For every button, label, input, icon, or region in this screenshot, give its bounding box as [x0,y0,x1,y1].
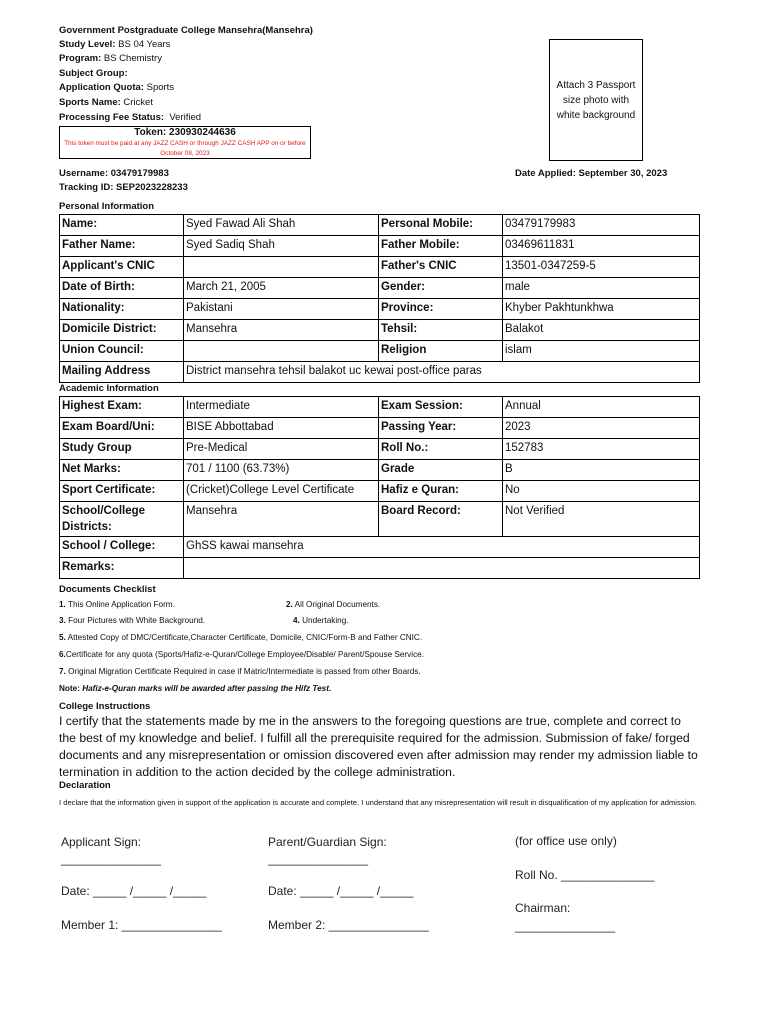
member-1-field[interactable]: Member 1: _______________ [61,918,222,932]
field-value: male [503,278,700,299]
field-value: Pre-Medical [184,439,379,460]
field-label: Grade [379,460,503,481]
table-row [60,439,700,460]
checklist-item-7: 7. Original Migration Certificate Required in case if Matric/Intermediate is passed from other Boards. [59,667,421,676]
field-label: Sport Certificate: [60,481,184,502]
academic-info-title: Academic Information [59,383,159,394]
field-value: Mansehra [184,320,379,341]
study-level-line: Study Level: BS 04 Years [59,39,171,50]
field-label: Province: [379,299,503,320]
personal-info-title: Personal Information [59,201,155,212]
applicant-sign-line[interactable]: _______________ [61,852,162,866]
field-value: Syed Sadiq Shah [184,236,379,257]
parent-sign-label: Parent/Guardian Sign: [268,835,387,849]
table-row [60,537,700,558]
field-label: Highest Exam: [60,397,184,418]
field-value: (Cricket)College Level Certificate [184,481,379,502]
field-value: Annual [503,397,700,418]
program-line: Program: BS Chemistry [59,53,162,64]
field-label: Union Council: [60,341,184,362]
subject-group-line: Subject Group: [59,68,128,79]
parent-sign-line[interactable]: _______________ [268,852,369,866]
field-value: Balakot [503,320,700,341]
field-label: Mailing Address [60,362,184,383]
table-row [60,278,700,299]
field-value [184,558,700,579]
field-value: islam [503,341,700,362]
token-payment-note: This token must be paid at any JAZZ CASH or through JAZZ CASH APP on or before October 08, 2023 [64,140,306,157]
token-box [59,126,311,159]
table-row [60,257,700,278]
field-value: 2023 [503,418,700,439]
roll-no-field[interactable]: Roll No. ______________ [515,868,655,882]
field-label: Remarks: [60,558,184,579]
checklist-item-4: 4. Undertaking. [293,616,349,625]
chairman-line[interactable]: _______________ [515,919,616,933]
field-value [184,257,379,278]
field-value: Not Verified [503,502,700,537]
table-row [60,481,700,502]
field-value: BISE Abbottabad [184,418,379,439]
field-label: Study Group [60,439,184,460]
sports-name-line: Sports Name: Cricket [59,97,153,108]
date-field-2[interactable]: Date: _____ /_____ /_____ [268,884,414,898]
checklist-item-6: 6.Certificate for any quota (Sports/Hafiz-e-Quran/College Employee/Disable/ Parent/Spouse Service. [59,650,424,659]
instructions-title: College Instructions [59,701,151,712]
field-value: GhSS kawai mansehra [184,537,700,558]
field-value: 03479179983 [503,215,700,236]
field-label: Gender: [379,278,503,299]
date-field-1[interactable]: Date: _____ /_____ /_____ [61,884,207,898]
field-label: Date of Birth: [60,278,184,299]
declaration-text: I declare that the information given in support of the application is accurate and complete. I understand that any misrepresentation will result in disqualification of my application for admission. [59,798,697,807]
academic-info-table [59,396,700,579]
field-label: Exam Session: [379,397,503,418]
field-value: 152783 [503,439,700,460]
table-row [60,299,700,320]
college-name: Government Postgraduate College Mansehra(Mansehra) [59,25,313,36]
member-2-field[interactable]: Member 2: _______________ [268,918,429,932]
table-row [60,236,700,257]
checklist-item-2: 2. All Original Documents. [286,600,381,609]
field-value: 03469611831 [503,236,700,257]
field-label: Domicile District: [60,320,184,341]
field-label: Father Mobile: [379,236,503,257]
field-label: Name: [60,215,184,236]
field-label: Father's CNIC [379,257,503,278]
field-value: Intermediate [184,397,379,418]
field-label: Personal Mobile: [379,215,503,236]
applicant-sign-label: Applicant Sign: [61,835,142,849]
chairman-label: Chairman: [515,901,571,915]
field-value: B [503,460,700,481]
table-row [60,460,700,481]
field-label: Board Record: [379,502,503,537]
token-number: Token: 230930244636 [134,127,236,138]
checklist-item-5: 5. Attested Copy of DMC/Certificate,Character Certificate, Domicile, CNIC/Form-B and Father CNIC. [59,633,423,642]
fee-status-line: Processing Fee Status: Verified [59,112,202,123]
field-value: District mansehra tehsil balakot uc kewai post-office paras [184,362,700,383]
table-row [60,418,700,439]
tracking-id: Tracking ID: SEP2023228233 [59,182,188,193]
checklist-item-3: 3. Four Pictures with White Background. [59,616,206,625]
field-label: Passing Year: [379,418,503,439]
checklist-item-1: 1. This Online Application Form. [59,600,175,609]
declaration-title: Declaration [59,780,111,791]
table-row [60,397,700,418]
table-row [60,502,700,537]
table-row [60,341,700,362]
field-value: March 21, 2005 [184,278,379,299]
field-label: Tehsil: [379,320,503,341]
field-label: School/College Districts: [60,502,184,537]
field-value: Mansehra [184,502,379,537]
instructions-text: I certify that the statements made by me in the answers to the foregoing questions are true, complete and correct to the best of my knowledge and belief. I fulfill all the prerequisite required for the admission. Submission of fake/ forged documents and any misrepresentation or omission discovered even after admission may render my admission liable to termination in addition to the action decided by the college administration. [59,714,698,779]
table-row [60,362,700,383]
field-value: Syed Fawad Ali Shah [184,215,379,236]
field-label: Nationality: [60,299,184,320]
field-label: Net Marks: [60,460,184,481]
checklist-title: Documents Checklist [59,584,156,595]
field-value: 13501-0347259-5 [503,257,700,278]
personal-info-table [59,214,700,383]
date-applied: Date Applied: September 30, 2023 [515,168,668,179]
quota-line: Application Quota: Sports [59,82,175,93]
field-label: Hafiz e Quran: [379,481,503,502]
username: Username: 03479179983 [59,168,169,179]
field-label: Religion [379,341,503,362]
field-value: No [503,481,700,502]
field-label: Applicant's CNIC [60,257,184,278]
checklist-note: Note: Hafiz-e-Quran marks will be awarded after passing the Hifz Test. [59,684,332,693]
field-value: 701 / 1100 (63.73%) [184,460,379,481]
field-value: Khyber Pakhtunkhwa [503,299,700,320]
field-label: Exam Board/Uni: [60,418,184,439]
table-row [60,558,700,579]
table-row [60,215,700,236]
field-label: School / College: [60,537,184,558]
field-label: Roll No.: [379,439,503,460]
field-value: Pakistani [184,299,379,320]
table-row [60,320,700,341]
photo-box: Attach 3 Passport size photo with white background [549,39,643,161]
office-use-label: (for office use only) [515,834,617,848]
field-label: Father Name: [60,236,184,257]
field-value [184,341,379,362]
